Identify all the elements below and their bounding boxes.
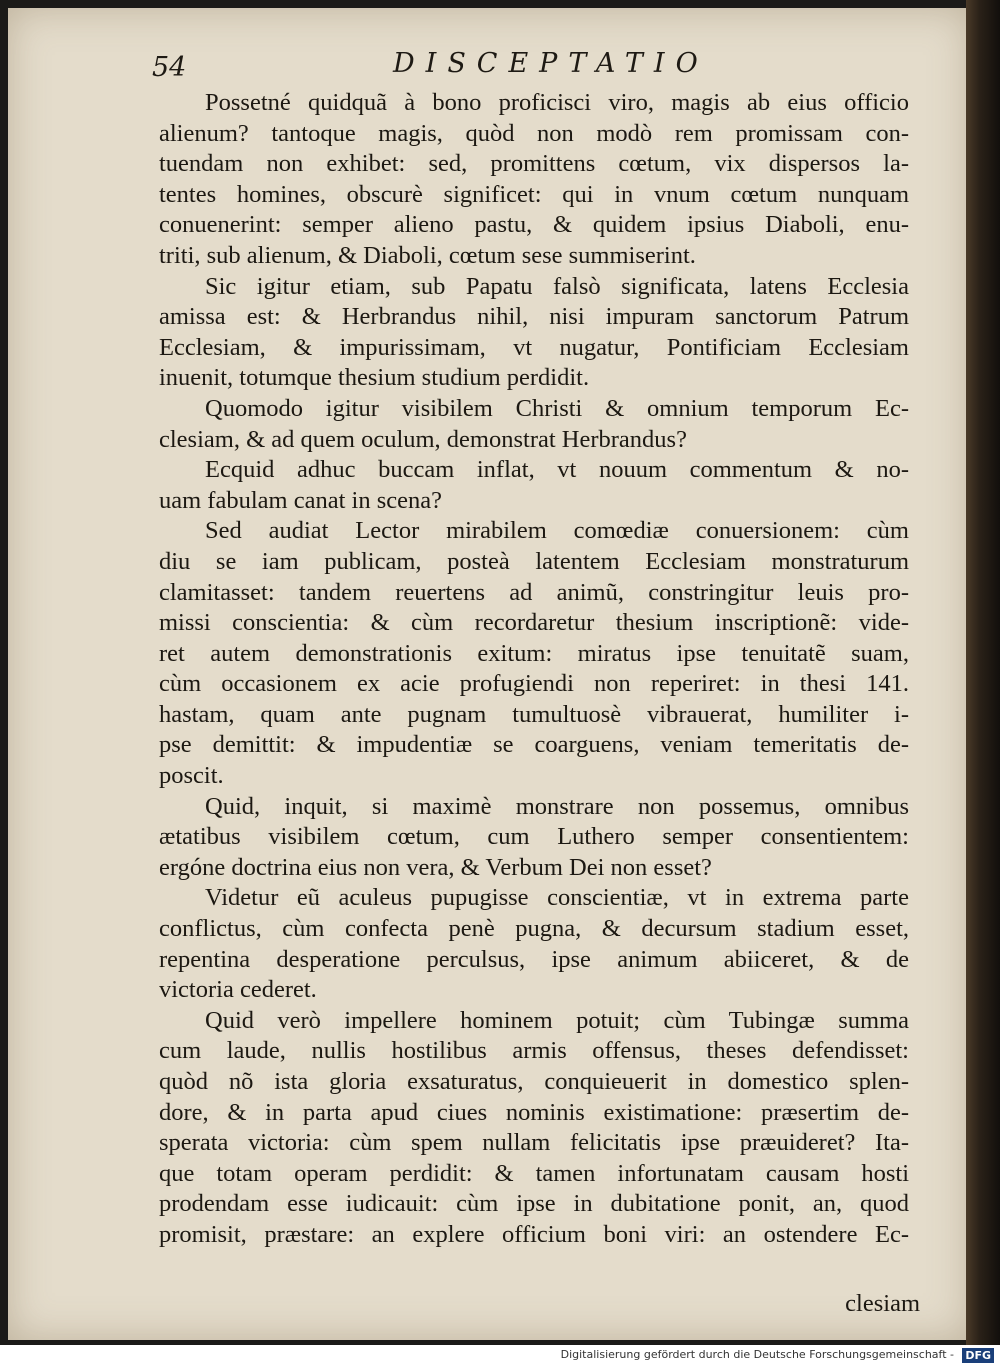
text-line: clesiam, & ad quem oculum, demonstrat Herbrandus? [159, 425, 687, 453]
text-line: uam fabulam canat in scena? [159, 486, 442, 514]
page-header [8, 46, 970, 90]
catchword: clesiam [845, 1290, 920, 1317]
text-line: poscit. [159, 762, 224, 790]
text-line: tentes homines, obscurè significet: qui in vnum cœtum nunquam [159, 180, 909, 208]
text-line: clamitasset: tandem reuertens ad animũ, constringitur leuis pro- [159, 578, 909, 606]
text-line: Possetné quidquã à bono proficisci viro, magis ab eius officio [205, 89, 909, 116]
book-page [8, 8, 970, 1340]
text-line: victoria cederet. [159, 976, 317, 1004]
body-text [159, 88, 909, 1251]
text-line: hastam, quam ante pugnam tumultuosè vibrauerat, humiliter i- [159, 700, 909, 728]
text-line: prodendam esse iudicauit: cùm ipse in dubitatione ponit, an, quod [159, 1190, 909, 1218]
text-line: Quid, inquit, si maximè monstrare non possemus, omnibus [205, 792, 909, 820]
text-line: Videtur eũ aculeus pupugisse conscientiæ, vt in extrema parte [205, 884, 909, 912]
text-line: cùm occasionem ex acie profugiendi non reperiret: in thesi 141. [159, 670, 909, 698]
text-line: inuenit, totumque thesium studium perdidit. [159, 364, 590, 392]
text-line: tuendam non exhibet: sed, promittens cœtum, vix dispersos la- [159, 150, 909, 178]
text-line: Quid verò impellere hominem potuit; cùm Tubingæ summa [205, 1006, 909, 1034]
text-line: Ecquid adhuc buccam inflat, vt nouum commentum & no- [205, 456, 909, 484]
text-line: ret autem demonstrationis exitum: miratus ipse tenuitatẽ suam, [159, 639, 909, 667]
funding-notice: Digitalisierung gefördert durch die Deutsche Forschungsgemeinschaft - [560, 1348, 954, 1361]
text-line: Quomodo igitur visibilem Christi & omnium temporum Ec- [205, 394, 909, 422]
text-line: Ecclesiam, & impurissimam, vt nugatur, Pontificiam Ecclesiam [159, 333, 909, 361]
text-line: promisit, præstare: an explere officium boni viri: an ostendere Ec- [159, 1220, 909, 1248]
text-line: pse demittit: & impudentiæ se coarguens, veniam temeritatis de- [159, 731, 909, 759]
text-line: conflictus, cùm confecta penè pugna, & decursum stadium esset, [159, 915, 909, 943]
dfg-logo: DFG [962, 1348, 994, 1363]
text-line: repentina desperatione perculsus, ipse animum abiiceret, & de [159, 945, 909, 973]
text-line: amissa est: & Herbrandus nihil, nisi impuram sanctorum Patrum [159, 303, 909, 331]
text-line: diu se iam publicam, posteà latentem Ecclesiam monstraturum [159, 547, 909, 575]
text-line: ergóne doctrina eius non vera, & Verbum Dei non esset? [159, 853, 712, 881]
text-line: que totam operam perdidit: & tamen infortunatam causam hosti [159, 1159, 909, 1187]
running-title: DISCEPTATIO [393, 48, 709, 79]
text-line: missi conscientia: & cùm recordaretur thesium inscriptionẽ: vide- [159, 609, 909, 637]
text-line: dore, & in parta apud ciues nominis existimatione: præsertim de- [159, 1098, 909, 1126]
book-binding-edge [966, 0, 1000, 1345]
text-line: Sed audiat Lector mirabilem comœdiæ conuersionem: cùm [205, 517, 909, 545]
text-line: Sic igitur etiam, sub Papatu falsò significata, latens Ecclesia [205, 272, 909, 300]
page-number: 54 [152, 52, 187, 83]
text-line: quòd nõ ista gloria exsaturatus, conquieuerit in domestico splen- [159, 1068, 909, 1095]
text-line: conuenerint: semper alieno pastu, & quidem ipsius Diaboli, enu- [159, 211, 909, 239]
text-line: sperata victoria: cùm spem nullam felicitatis ipse præuideret? Ita- [159, 1129, 909, 1157]
footer-bar [0, 1345, 1000, 1367]
text-line: alienum? tantoque magis, quòd non modò rem promissam con- [159, 119, 909, 147]
text-line: cum laude, nullis hostilibus armis offensus, theses defendisset: [159, 1037, 909, 1065]
text-line: ætatibus visibilem cœtum, cum Luthero semper consentientem: [159, 823, 909, 851]
text-line: triti, sub alienum, & Diaboli, cœtum sese summiserint. [159, 241, 696, 269]
